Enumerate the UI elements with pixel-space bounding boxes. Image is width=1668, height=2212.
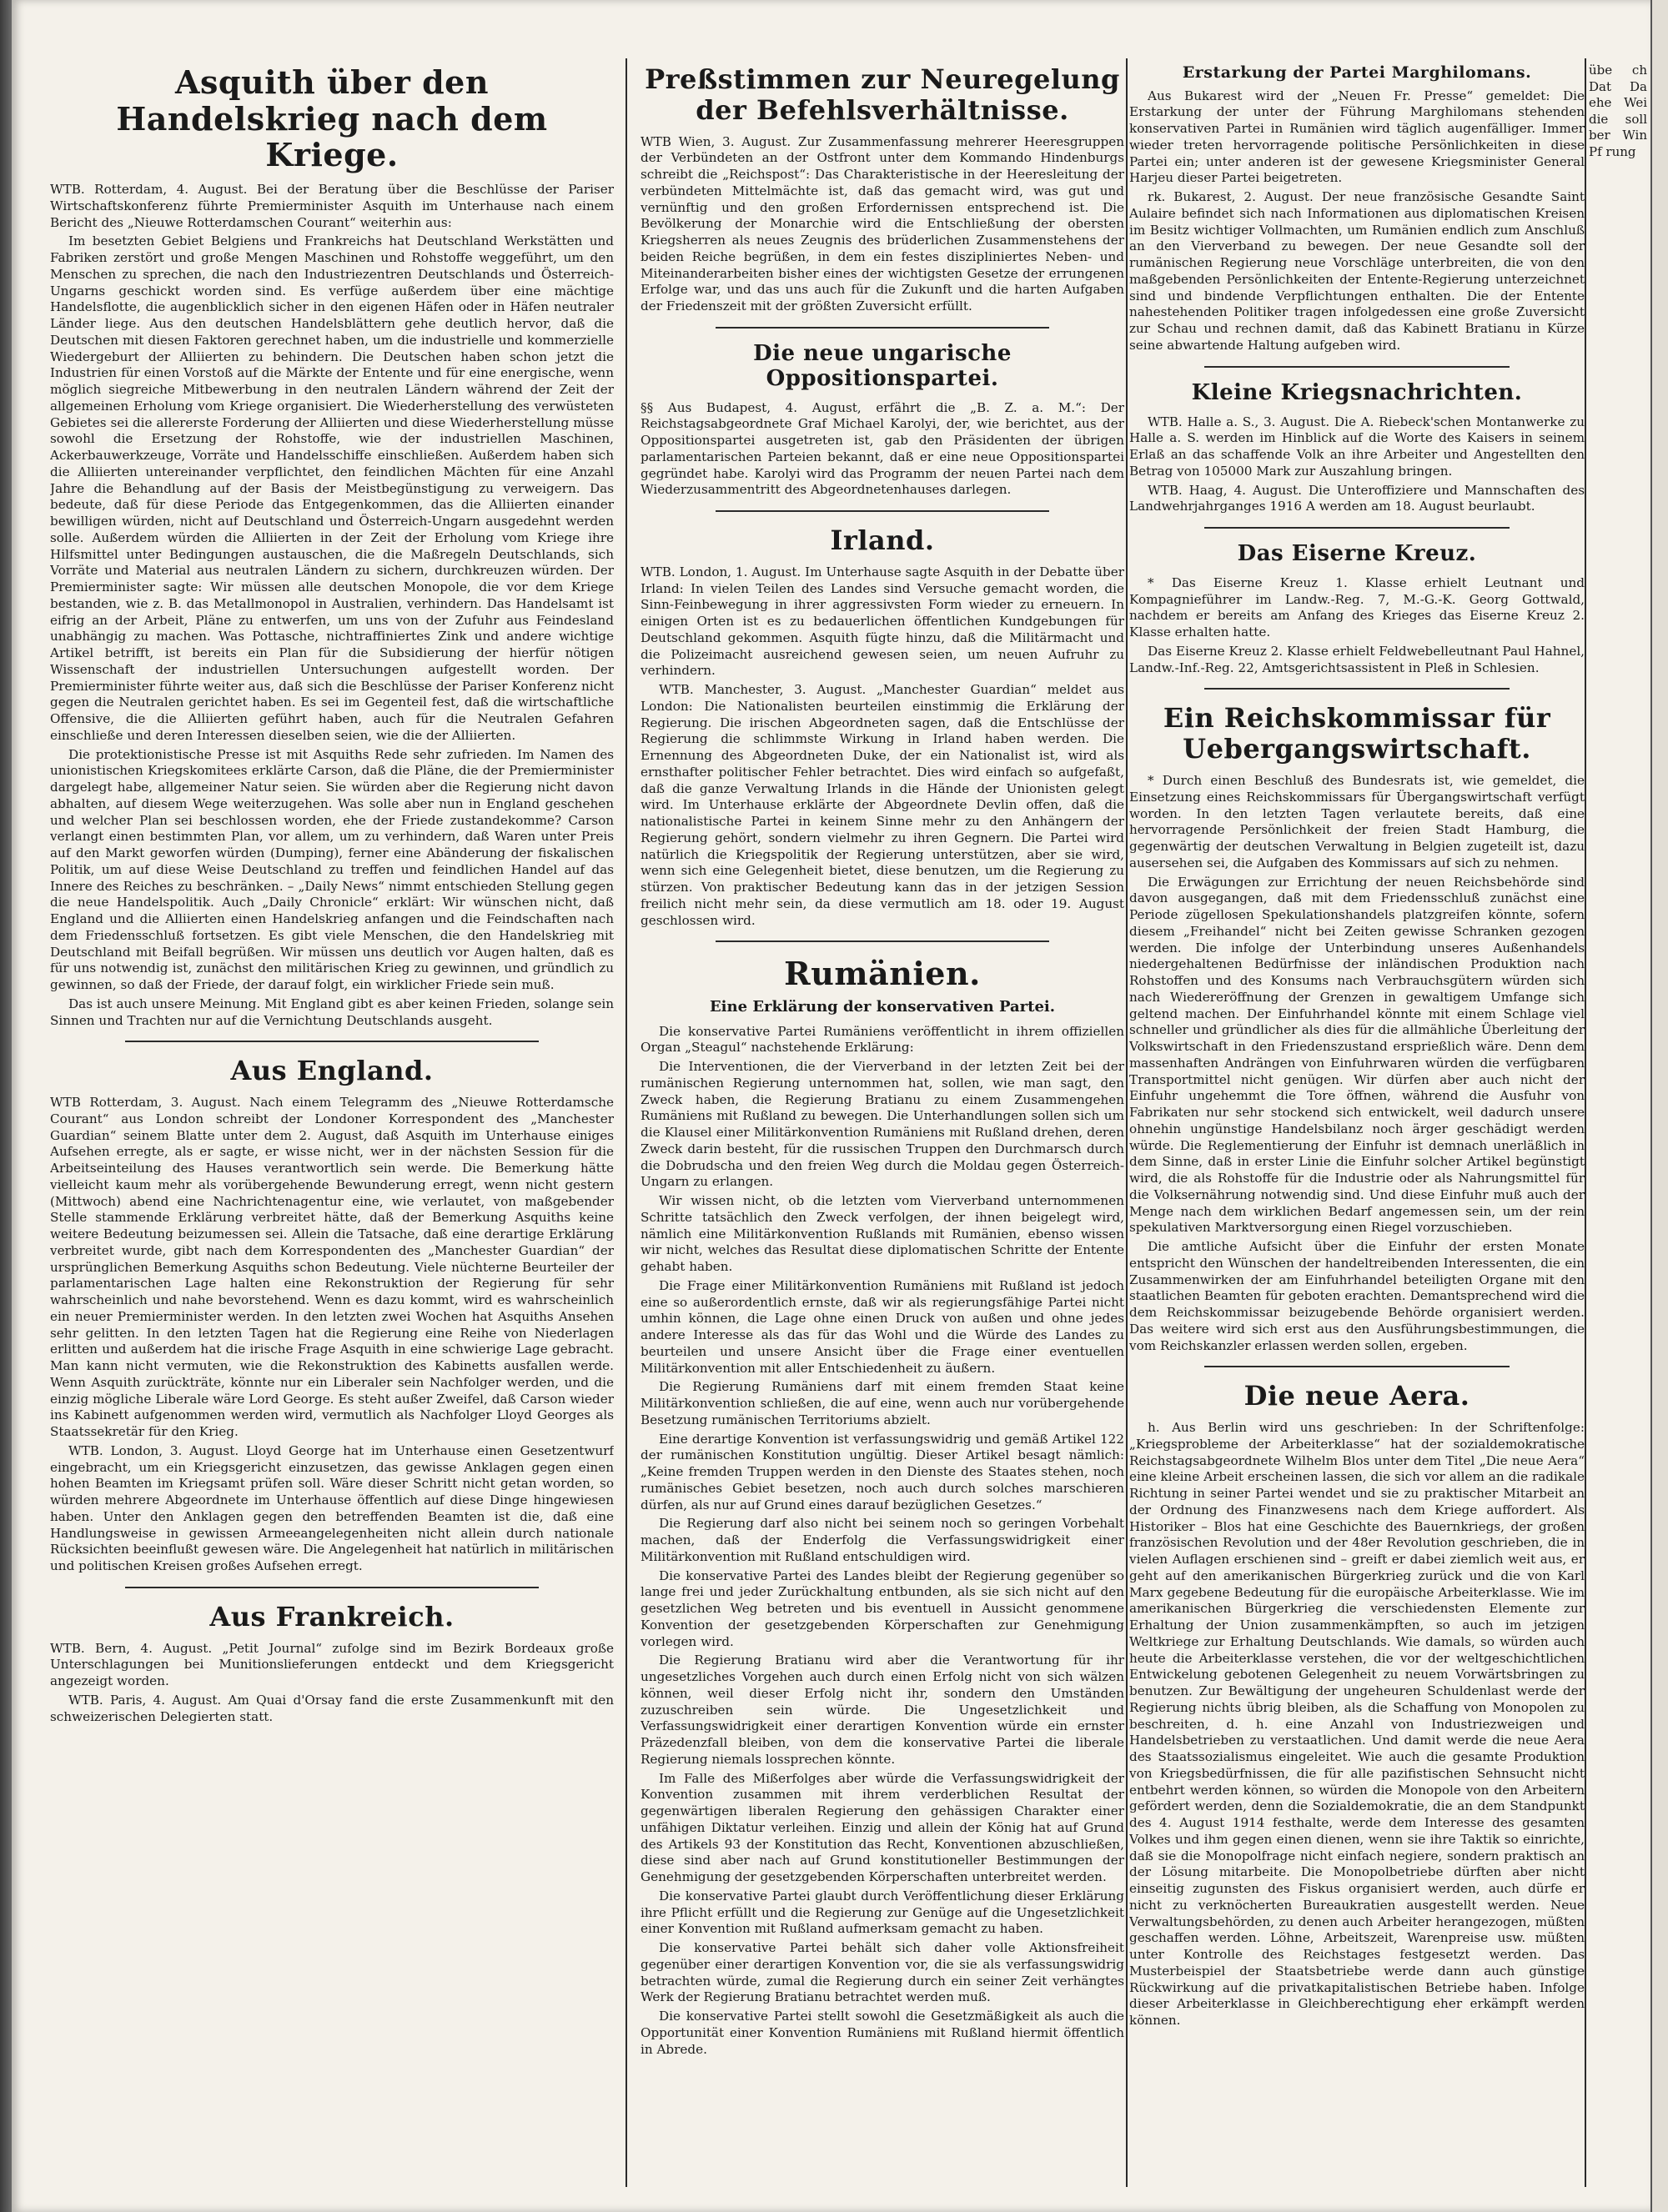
article-paragraph: WTB Rotterdam, 3. August. Nach einem Telegramm des „Nieuwe Rotterdamsche Courant“ aus London schreibt der Londoner Korrespondent des „Manchester Guardian“ seinem Blatte unter dem 2. August, daß Asquith im Unterhause einiges Aufsehen erregte, als er sagte, er wisse nicht, wer in der nächsten Session für die Arbeitseinteilung des Hauses verantwortlich sein werde. Die Bemerkung hätte vielleicht kaum mehr als vorübergehende Bewunderung erregt, wenn nicht gestern (Mittwoch) abend eine Nachrichtenagentur eine, wie verlautet, von maßgebender Stelle stammende Erklärung verbreitet hätte, daß der Bemerkung Asquiths keine weitere Bedeutung beizumessen sei. Allein die Tatsache, daß eine derartige Erklärung verbreitet wurde, gibt nach dem Korrespondenten des „Manchester Guardian“ der ursprünglichen Bemerkung Asquiths schon Bedeutung. Viele nüchterne Beurteiler der parlamentarischen Lage halten eine Rekonstruktion der Regierung für sehr wahrscheinlich und nahe bevorstehend. Wenn es dazu kommt, wird es wahrscheinlich ein neuer Premierminister werden. In den letzten zwei Wochen hat Asquiths Ansehen sehr gelitten. In den letzten Tagen hat die Regierung eine Reihe von Niederlagen erlitten und außerdem hat die irische Frage Asquith in eine schwierige Lage gebracht. Man kann nicht vermuten, wie die Rekonstruktion des Kabinetts ausfallen werde. Wenn Asquith zurückträte, könnte nur ein Liberaler sein Nachfolger werden, und die einzig mögliche Liberale wäre Lord George. Es steht außer Zweifel, daß Carson wieder ins Kabinett aufgenommen werden wird, vermutlich als Nachfolger Lloyd Georges als Staatssekretär für den Krieg. bbox=[50, 1095, 614, 1440]
headline-asquith: Asquith über den Handelskrieg nach dem Kriege. bbox=[116, 63, 548, 174]
fragment-text: übe ch Dat Da ehe Wei die soll ber Win Pf rung bbox=[1589, 63, 1647, 159]
article-paragraph: WTB. London, 3. August. Lloyd George hat im Unterhause einen Gesetzentwurf eingebracht, um ein Kriegsgericht einzusetzen, das gewisse Anklagen gegen einen hohen Beamten im Kriegsamt prüfen soll. Wäre dieser Schritt nicht getan worden, so würden mehrere Abgeordnete im Unterhause öffentlich auf diese Dinge hingewiesen haben. Unter den Anklagen gegen den betreffenden Beamten ist die, daß eine Handlungsweise in gewissen Armeeangelegenheiten nicht allein durch nationale Rücksichten beeinflußt gewesen wäre. Die Angelegenheit hat natürlich in militärischen und politischen Kreisen großes Aufsehen erregt. bbox=[50, 1442, 614, 1574]
article-paragraph: WTB. London, 1. August. Im Unterhause sagte Asquith in der Debatte über Irland: In vielen Teilen des Landes sind Versuche gemacht worden, die Sinn-Feinbewegung in ihrer aggressivsten Form wieder zu erneuern. In einigen Orten ist es zu bedauerlichen öffentlichen Kundgebungen für Deutschland gekommen. Asquith fügte hinzu, daß die Militärmacht und die Polizeimacht ausreichend gewesen seien, um neuen Aufruhr zu verhindern. bbox=[641, 564, 1124, 679]
article-paragraph: Die protektionistische Presse ist mit Asquiths Rede sehr zufrieden. Im Namen des unionistischen Kriegskomitees erklärte Carson, daß die Pläne, die der Premierminister dargelegt habe, allgemeiner Natur seien. Sie würden aber die Regierung nicht davon abhalten, auf diesem Wege weiterzugehen. Was solle aber nun in England geschehen und welcher Plan sei beschlossen worden, ehe der Friede zustandekomme? Carson verlangt einen bestimmten Plan, vor allem, um zu verhindern, daß Waren unter Preis auf den Markt geworfen würden (Dumping), ferner eine Abänderung der fiskalischen Politik, um auf diese Weise Deutschland zu treffen und feindlichen Handel auf das Innere des Reiches zu beschränken. – „Daily News“ nimmt entschieden Stellung gegen die neue Handelspolitik. Auch „Daily Chronicle“ erklärt: Wir wünschen nicht, daß England und die Alliierten einen Handelskrieg anfangen und die Feindschaften nach dem Friedensschluß fortsetzen. Es gibt viele Menschen, die den Handelskrieg mit Deutschland mit Beifall begrüßen. Wir müssen uns deutlich vor Augen halten, daß es für uns notwendig ist, zunächst den militärischen Krieg zu gewinnen, und gründlich zu gewinnen, so daß der Friede, der darauf folgt, ein wirklicher Friede sein muß. bbox=[50, 746, 614, 993]
article-paragraph: rk. Bukarest, 2. August. Der neue französische Gesandte Saint Aulaire befindet sich nach Informationen aus diplomatischen Kreisen im Besitz wichtiger Vollmachten, um Rumänien endlich zum Anschluß an den Vierverband zu bewegen. Der neue Gesandte soll der rumänischen Regierung neue Vorschläge unterbreiten, die von den maßgebenden Persönlichkeiten der Entente-Regierung unterzeichnet sind und bindende Verpflichtungen enthalten. Die der Entente nahestehenden Politiker tragen infolgedessen eine große Zuversicht zur Schau und rechnen damit, daß das Kabinett Bratianu in Kürze seine abwartende Haltung aufgeben wird. bbox=[1129, 189, 1585, 353]
article-paragraph: WTB. Manchester, 3. August. „Manchester Guardian“ meldet aus London: Die Nationalisten beurteilen einstimmig die Erklärung der Regierung. Die irischen Abgeordneten sagen, daß die Entschlüsse der Regierung die schlimmste Wirkung in Irland haben werden. Die Ernennung des Abgeordneten Duke, der ein Nationalist ist, wird als ernsthafter politischer Fehler betrachtet. Dies wird einfach so aufgefaßt, daß die ganze Verwaltung Irlands in die Hände der Unionisten gelegt wird. Im Unterhause erklärte der Abgeordnete Devlin offen, daß die nationalistische Partei in keinem Sinne mehr zu den Anhängern der Regierung gehört, sondern vielmehr zu ihren Gegnern. Die Partei wird natürlich die Kriegspolitik der Regierung unterstützen, aber sie wird, wenn sich eine Gelegenheit bietet, diese benutzen, um die Regierung zu stürzen. Von praktischer Bedeutung kann das in der jetzigen Session freilich nicht mehr sein, da diese vermutlich am 18. oder 19. August geschlossen wird. bbox=[641, 682, 1124, 928]
headline-frankreich: Aus Frankreich. bbox=[209, 1600, 455, 1633]
article-paragraph: WTB. Haag, 4. August. Die Unteroffiziere und Mannschaften des Landwehrjahrganges 1916 A werden am 18. August beurlaubt. bbox=[1129, 482, 1585, 514]
separator bbox=[716, 327, 1049, 329]
column-rule bbox=[1126, 58, 1128, 2187]
separator bbox=[125, 1587, 539, 1588]
article-paragraph: Das Eiserne Kreuz 2. Klasse erhielt Feldwebelleutnant Paul Hahnel, Landw.-Inf.-Reg. 22, Amtsgerichtsassistent in Pleß in Schlesien. bbox=[1129, 643, 1585, 675]
article-paragraph: WTB. Bern, 4. August. „Petit Journal“ zufolge sind im Bezirk Bordeaux große Unterschlagungen bei Munitionslieferungen entdeckt und dem Kriegsgericht angezeigt worden. bbox=[50, 1640, 614, 1689]
article-paragraph: Das ist auch unsere Meinung. Mit England gibt es aber keinen Frieden, solange sein Sinnen und Trachten nur auf die Vernichtung Deutschlands ausgeht. bbox=[50, 996, 614, 1028]
article-paragraph: Im Falle des Mißerfolges aber würde die Verfassungswidrigkeit der Konvention zusammen mit ihrem verderblichen Resultat der gegenwärtigen liberalen Regierung den gehässigen Charakter einer unfähigen Diktatur verleihen. Einzig und allein der König hat auf Grund des Artikels 93 der Konstitution das Recht, Konventionen abzuschließen, diese sind aber nach auf Grund konstitutioneller Bestimmungen der Genehmigung der gesetzgebenden Körperschaften unterbreitet werden. bbox=[641, 1770, 1124, 1884]
article-paragraph: Die Interventionen, die der Vierverband in der letzten Zeit bei der rumänischen Regierung unternommen hat, sollen, wie man sagt, den Zweck haben, die Regierung Bratianu zu einem Zusammengehen Rumäniens mit Rußland zu bewegen. Die Unterhandlungen sollen sich um die Klausel einer Militärkonvention Rumäniens mit Rußland drehen, deren Zweck darin besteht, für die russischen Truppen den Durchmarsch durch die Dobrudscha und den freien Weg durch die Moldau gegen Österreich-Ungarn zu erlangen. bbox=[641, 1059, 1124, 1190]
article-paragraph: Die konservative Partei behält sich daher volle Aktionsfreiheit gegenüber einer derartigen Konvention vor, die sie als verfassungswidrig betrachten würde, zumal die Regierung durch ein seiner Zeit verhängtes Werk der Regierung Bratianu betrachtet werden muß. bbox=[641, 1940, 1124, 2005]
article-paragraph: Aus Bukarest wird der „Neuen Fr. Presse“ gemeldet: Die Erstarkung der unter der Führung Marghilomans stehenden konservativen Partei in Rumänien wird täglich augenfälliger. Immer wieder treten hervorragende politische Persönlichkeiten in diese Partei ein; unter anderen ist der gewesene Kriegsminister General Harjeu dieser Partei beigetreten. bbox=[1129, 88, 1585, 186]
article-paragraph: Die konservative Partei Rumäniens veröffentlicht in ihrem offiziellen Organ „Steagul“ nachstehende Erklärung: bbox=[641, 1023, 1124, 1056]
separator bbox=[1204, 366, 1510, 368]
article-paragraph: Eine derartige Konvention ist verfassungswidrig und gemäß Artikel 122 der rumänischen Konstitution ungültig. Dieser Artikel besagt nämlich: „Keine fremden Truppen werden in den Dienste des Staates stehen, noch rumänisches Gebiet besetzen, noch auch durch solches marschieren dürfen, als nur auf Grund eines darauf bezüglichen Gesetzes.“ bbox=[641, 1431, 1124, 1512]
headline-kriegsnachrichten: Kleine Kriegsnachrichten. bbox=[1191, 379, 1523, 405]
article-paragraph: Die amtliche Aufsicht über die Einfuhr der ersten Monate entspricht den Wünschen der handeltreibenden Interessenten, die ein Zusammenwirken der am Einfuhrhandel beteiligten Organe mit den staatlichen Beamten für geboten erachten. Demantsprechend wird die dem Reichskommissar beizugebende Behörde organisiert werden. Das weitere wird sich erst aus den Ausführungsbestimmungen, die vom Reichskanzler erlassen werden sollen, ergeben. bbox=[1129, 1239, 1585, 1353]
article-paragraph: Die Regierung Bratianu wird aber die Verantwortung für ihr ungesetzliches Vorgehen auch durch einen Erfolg nicht von sich wälzen können, weil dieser Erfolg nicht ihr, sondern den Umständen zuzuschreiben sein würde. Die Ungesetzlichkeit und Verfassungswidrigkeit einer derartigen Konvention würde ein ernster Präzedenzfall bleiben, von dem die konservative Partei die liberale Regierung niemals lossprechen könnte. bbox=[641, 1653, 1124, 1767]
subheadline-rumaenien: Eine Erklärung der konservativen Partei. bbox=[709, 998, 1056, 1016]
column-2 bbox=[641, 63, 1124, 2187]
headline-ungarn: Die neue ungarische Oppositionspartei. bbox=[753, 340, 1012, 391]
headline-rumaenien: Rumänien. bbox=[784, 955, 981, 993]
article-paragraph: WTB. Rotterdam, 4. August. Bei der Beratung über die Beschlüsse der Pariser Wirtschaftskonferenz führte Premierminister Asquith im Unterhause nach einem Bericht des „Nieuwe Rotterdamschen Courant“ weiterhin aus: bbox=[50, 182, 614, 230]
headline-marghiloman: Erstarkung der Partei Marghilomans. bbox=[1182, 63, 1532, 82]
article-paragraph: Die Frage einer Militärkonvention Rumäniens mit Rußland ist jedoch eine so außerordentlich ernste, daß wir als regierungsfähige Partei nicht umhin können, die Lage ohne einen Druck von außen und ohne jedes andere Interesse als das für das Wohl und die Würde des Landes zu beurteilen und unsere Ansicht über die Frage einer eventuellen Militärkonvention mit aller Entschiedenheit zu äußern. bbox=[641, 1277, 1124, 1376]
article-paragraph: Die Erwägungen zur Errichtung der neuen Reichsbehörde sind davon ausgegangen, daß mit dem Friedensschluß zunächst eine Periode zügellosen Spekulationshandels platzgreifen könnte, sofern diesem „Freihandel“ nicht bei Zeiten gewisse Schranken gezogen werden. Die infolge der Unterbindung unseres Außenhandels niedergehaltenen Bedürfnisse der inländischen Produktion nach Rohstoffen und des Konsums nach Verbrauchsgütern würden sich nach Wiedereröffnung der Grenzen in gewaltigem Umfange sich geltend machen. Der Einfuhrhandel könnte mit einem Schlage viel schneller und gründlicher als dies für die allmähliche Überleitung der Volkswirtschaft in den Friedenszustand ersprießlich wäre. Denn dem massenhaften Andrängen von Einfuhrwaren würden die verfügbaren Transportmittel nicht genügen. Wir dürfen aber auch nicht der Einfuhr ungehemmt die Tore öffnen, während die Ausfuhr von Fabrikaten nur sehr stockend sich entwickelt, weil dadurch unsere ohnehin ungünstige Handelsbilanz noch ärger geschädigt werden würde. Die Reglementierung der Einfuhr ist demnach unerläßlich in dem Sinne, daß in erster Linie die Einfuhr solcher Artikel begünstigt wird, die als Rohstoffe für die Industrie oder als Nahrungsmittel für die Volksernährung notwendig sind. Und diese Einfuhr muß auch der Menge nach dem wirklichen Bedarf angemessen sein, um der rein spekulativen Marktversorgung einen Riegel vorzuschieben. bbox=[1129, 874, 1585, 1236]
article-paragraph: h. Aus Berlin wird uns geschrieben: In der Schriftenfolge: „Kriegsprobleme der Arbeiterklasse“ hat der sozialdemokratische Reichstagsabgeordnete Wilhelm Blos unter dem Titel „Die neue Aera“ eine kleine Arbeit erscheinen lassen, die sich vor allem an die radikale Richtung in seiner Partei wendet und sie zu praktischer Mitarbeit an der Ordnung des Finanzwesens nach dem Kriege auffordert. Als Historiker – Blos hat eine Geschichte des Bauernkriegs, der großen französischen Revolution und der 48er Revolution geschrieben, die in vielen Auflagen erschienen sind – greift er dabei ziemlich weit aus, er geht auf den amerikanischen Bürgerkrieg zurück und die von Karl Marx gegebene Bedeutung für die europäische Arbeiterklasse. Wie im amerikanischen Bürgerkrieg die verschiedensten Elemente zur Erhaltung der Union zusammenkämpften, so auch im jetzigen Weltkriege zur Erhaltung Deutschlands. Wie damals, so würden auch heute die Arbeiterklasse verstehen, die vor der weltgeschichtlichen Entwickelung gebotenen Gelegenheit zu neuem Vorwärtsbringen zu benutzen. Zur Bewältigung der ungeheuren Schuldenlast werde der Regierung nichts übrig bleiben, als die Schaffung von Monopolen zu beschreiten, d. h. eine Anzahl von Industriezweigen und Handelsbetrieben zu verstaatlichen. Und damit werde die neue Aera des Staatssozialismus eingeleitet. Wie auch die gesamte Produktion von Kriegsbedürfnissen, die für alle pazifistischen Sehnsucht nicht entbehrt werden können, so würden die Monopole von den Arbeitern gefördert werden, denn die Sozialdemokratie, die an dem Standpunkt des 4. August 1914 festhalte, werde dem Interesse des gesamten Volkes und ihm gegen einen dienen, wenn sie ihre Taktik so einrichte, daß sie die Monopolfrage nicht einfach negiere, sondern praktisch an der Lösung mitarbeite. Die Monopolbetriebe dürften aber nicht einseitig zugunsten des Fiskus organisiert werden, auch dürfe er nicht zu verknöcherten Bureaukratien ausgestellt werden. Neue Verwaltungsbehörden, zu denen auch Arbeiter herangezogen, müßten geschaffen werden. Löhne, Arbeitszeit, Warenpreise usw. müßten unter Kontrolle des Reichstages festgesetzt werden. Das Musterbeispiel der Staatsbetriebe werde dann auch günstige Rückwirkung auf die privatkapitalistischen Betriebe haben. Infolge dieser Arbeiterklasse in Gleichberechtigung eher erkämpft werden können. bbox=[1129, 1420, 1585, 2029]
column-rule bbox=[626, 58, 627, 2187]
column-rule bbox=[1585, 58, 1586, 2187]
headline-irland: Irland. bbox=[830, 524, 935, 557]
headline-neue-aera: Die neue Aera. bbox=[1243, 1380, 1470, 1412]
article-paragraph: §§ Aus Budapest, 4. August, erfährt die „B. Z. a. M.“: Der Reichstagsabgeordnete Graf Michael Karolyi, der, wie berichtet, aus der Oppositionspartei ausgetreten ist, gab den Präsidenten der übrigen parlamentarischen Parteien bekannt, daß er eine neue Oppositionspartei gegründet habe. Karolyi wird das Programm der neuen Partei nach dem Wiederzusammentritt des Abgeordnetenhauses darlegen. bbox=[641, 399, 1124, 498]
article-paragraph: Die konservative Partei glaubt durch Veröffentlichung dieser Erklärung ihre Pflicht erfüllt und die Regierung zur Genüge auf die Ungesetzlichkeit einer Konvention mit Rußland aufmerksam gemacht zu haben. bbox=[641, 1888, 1124, 1937]
article-paragraph: Die Regierung darf also nicht bei seinem noch so geringen Vorbehalt machen, daß der Enderfolg die Verfassungswidrigkeit einer Militärkonvention mit Rußland entschuldigen wird. bbox=[641, 1516, 1124, 1564]
column-3 bbox=[1129, 63, 1585, 2187]
article-paragraph: WTB Wien, 3. August. Zur Zusammenfassung mehrerer Heeresgruppen der Verbündeten an der Ostfront unter dem Kommando Hindenburgs schreibt die „Reichspost“: Das Charakteristische in der Heeresleitung der verbündeten Mittelmächte ist, daß das gemacht wird, was gut und vernünftig und den großen Erfordernissen entsprechend ist. Die Bevölkerung der Monarchie wird die Entschließung der obersten Kriegsherren als neues Zeugnis des brüderlichen Zusammenstehens der beiden Reiche begrüßen, in dem ein festes diszipliniertes Neben- und Miteinanderarbeiten bisher eines der wichtigsten Gesetze der errungenen Erfolge war, und das uns auch für die Zukunft und die harten Aufgaben der Friedenszeit mit der größten Zuversicht erfüllt. bbox=[641, 133, 1124, 314]
separator bbox=[125, 1041, 539, 1042]
headline-england: Aus England. bbox=[230, 1055, 434, 1087]
column-1 bbox=[50, 63, 614, 2187]
article-paragraph: WTB. Paris, 4. August. Am Quai d'Orsay fand die erste Zusammenkunft mit den schweizerischen Delegierten statt. bbox=[50, 1692, 614, 1724]
headline-eisernes-kreuz: Das Eiserne Kreuz. bbox=[1237, 541, 1477, 567]
article-paragraph: Wir wissen nicht, ob die letzten vom Vierverband unternommenen Schritte tatsächlich den Zweck verfolgen, der ihnen beigelegt wird, nämlich eine Militärkonvention Rußlands mit Rumänien, ebenso wissen wir nicht, welches das Resultat diese diplomatischen Schritte der Entente gehabt haben. bbox=[641, 1193, 1124, 1274]
article-paragraph: * Das Eiserne Kreuz 1. Klasse erhielt Leutnant und Kompagnieführer im Landw.-Reg. 7, M.-G.-K. Georg Gottwald, nachdem er bereits am Anfang des Krieges das Eiserne Kreuz 2. Klasse erhalten hatte. bbox=[1129, 574, 1585, 640]
book-binding bbox=[0, 0, 12, 2212]
separator bbox=[716, 940, 1049, 942]
next-page-fragment bbox=[1589, 63, 1647, 2187]
article-paragraph: Die konservative Partei stellt sowohl die Gesetzmäßigkeit als auch die Opportunität einer Konvention Rumäniens mit Rußland hiermit öffentlich in Abrede. bbox=[641, 2009, 1124, 2057]
article-paragraph: Die Regierung Rumäniens darf mit einem fremden Staat keine Militärkonvention schließen, die auf eine, wenn auch nur vorübergehende Besetzung rumänischen Territoriums abzielt. bbox=[641, 1379, 1124, 1427]
next-page-edge bbox=[1650, 0, 1668, 2212]
headline-pressestimmen: Preßstimmen zur Neuregelung der Befehlsverhältnisse. bbox=[645, 63, 1120, 126]
headline-reichskommissar: Ein Reichskommissar für Uebergangswirtschaft. bbox=[1163, 702, 1551, 765]
separator bbox=[1204, 527, 1510, 529]
article-paragraph: Die konservative Partei des Landes bleibt der Regierung gegenüber so lange frei und jeder Zurückhaltung entbunden, als sie sich nicht auf den gesetzlichen Weg betreten und bis eventuell in Aussicht genommene Konvention der gesetzgebenden Körperschaften zur Genehmigung vorlegen wird. bbox=[641, 1567, 1124, 1649]
separator bbox=[1204, 688, 1510, 690]
article-paragraph: * Durch einen Beschluß des Bundesrats ist, wie gemeldet, die Einsetzung eines Reichskommissars für Übergangswirtschaft verfügt worden. In den letzten Tagen verlautete bereits, daß eine hervorragende Persönlichkeit der freien Stadt Hamburg, die gegenwärtig der deutschen Verwaltung in Belgien zugeteilt ist, dazu ausersehen sei, die Aufgaben des Kommissars auf sich zu nehmen. bbox=[1129, 773, 1585, 870]
article-paragraph: Im besetzten Gebiet Belgiens und Frankreichs hat Deutschland Werkstätten und Fabriken zerstört und große Mengen Maschinen und Rohstoffe weggeführt, um den Menschen zu sprechen, die nach den Industriezentren Deutschlands und Österreich-Ungarns geschickt worden sind. Es verfüge außerdem über eine mächtige Handelsflotte, die augenblicklich sicher in den eigenen Häfen oder in Häfen neutraler Länder liege. Aus den deutschen Handelsblättern gehe deutlich hervor, daß die Deutschen mit diesen Faktoren gerechnet haben, um die industrielle und kommerzielle Wiedergeburt der Alliierten zu behindern. Die Deutschen haben schon jetzt die Industrien für einen Vorstoß auf die Märkte der Entente und für eine energische, wenn möglich siegreiche Mitbewerbung in den neutralen Ländern während der Zeit der allgemeinen Erholung vom Kriege organisiert. Die Wiederherstellung des verwüsteten Gebietes sei die allererste Forderung der Alliierten und diese Wiederherstellung müsse sowohl die Ersetzung der Rohstoffe, wie der industriellen Maschinen, Ackerbauwerkzeuge, Vorräte und Handelsschiffe einschließen. Außerdem haben sich die Alliierten untereinander verpflichtet, den feindlichen Mächten für eine Anzahl Jahre die Behandlung auf der Basis der Meistbegünstigung zu verweigern. Das bedeute, daß für diese Periode das Entgegenkommen, das die Alliierten einander bewilligen würden, nicht auf Deutschland und Österreich-Ungarn ausgedehnt werden solle. Außerdem würden die Alliierten in der Zeit der Erholung vom Kriege ihre Hilfsmittel unter Bedingungen austauschen, die die Maßregeln Deutschlands, sich Vorräte und Material aus neutralen Ländern zu sichern, durchkreuzen würden. Der Premierminister sagte: Wir müssen alle deutschen Monopole, die vor dem Kriege bestanden, wie z. B. das Metallmonopol in Australien, verhindern. Das Handelsamt ist eifrig an der Arbeit, Pläne zu entwerfen, um uns von der Zufuhr aus Feindesland unabhängig zu machen. Was Pottasche, nichtraffiniertes Zink und andere wichtige Artikel betrifft, ist bereits ein Plan für die Subsidierung der hierfür nötigen Wissenschaft der industriellen Untersuchungen aufgestellt worden. Der Premierminister führte weiter aus, daß sich die Beschlüsse der Pariser Konferenz nicht gegen die Neutralen gerichtet haben. Es sei im Gegenteil fest, daß die wirtschaftliche Offensive, die die Alliierten geführt haben, auch für die Neutralen Gefahren einschließe und deren Interessen dieselben seien, wie die der Alliierten. bbox=[50, 233, 614, 743]
separator bbox=[1204, 1366, 1510, 1367]
separator bbox=[716, 510, 1049, 512]
article-paragraph: WTB. Halle a. S., 3. August. Die A. Riebeck'schen Montanwerke zu Halle a. S. werden im Hinblick auf die Worte des Kaisers in seinem Erlaß an das schaffende Volk an ihre Arbeiter und Angestellten den Betrag von 105000 Mark zur Auszahlung bringen. bbox=[1129, 414, 1585, 479]
